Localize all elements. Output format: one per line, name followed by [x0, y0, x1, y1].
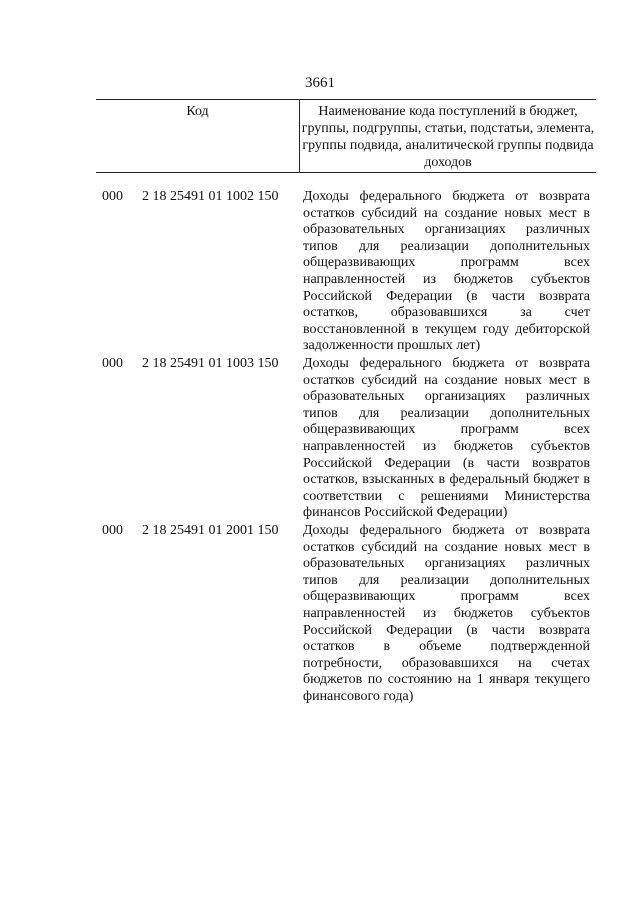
revenue-code: 2 18 25491 01 1002 150 — [142, 189, 279, 204]
revenue-code: 2 18 25491 01 2001 150 — [142, 523, 279, 538]
column-header-code: Код — [186, 104, 209, 119]
revenue-code: 2 18 25491 01 1003 150 — [142, 356, 279, 371]
admin-code: 000 — [102, 523, 123, 538]
column-header-name: Наименование кода поступлений в бюджет, группы, подгруппы, статьи, подстатьи, элемента, группы подвида, аналитической группы подвида доходов — [301, 104, 595, 170]
admin-code: 000 — [102, 356, 123, 371]
page-number: 3661 — [305, 75, 335, 91]
table-header — [96, 99, 596, 173]
revenue-description: Доходы федерального бюджета от возврата остатков субсидий на создание новых мест в образовательных организациях различных типов для реализации дополнительных общеразвивающих программ всех направленностей из бюджетов субъектов Российской Федерации (в части возвратов остатков, взысканных в федеральный бюджет в соответствии с решениями Министерства финансов Российской Федерации) — [303, 356, 590, 521]
revenue-description: Доходы федерального бюджета от возврата остатков субсидий на создание новых мест в образовательных организациях различных типов для реализации дополнительных общеразвивающих программ всех направленностей из бюджетов субъектов Российской Федерации (в части возврата остатков, образовавшихся за счет восстановленной в текущем году дебиторской задолженности прошлых лет) — [303, 189, 590, 354]
admin-code: 000 — [102, 189, 123, 204]
revenue-description: Доходы федерального бюджета от возврата остатков субсидий на создание новых мест в образовательных организациях различных типов для реализации дополнительных общеразвивающих программ всех направленностей из бюджетов субъектов Российской Федерации (в части возврата остатков в объеме подтвержденной потребности, образовавшихся на счетах бюджетов по состоянию на 1 января текущего финансового года) — [303, 523, 590, 704]
